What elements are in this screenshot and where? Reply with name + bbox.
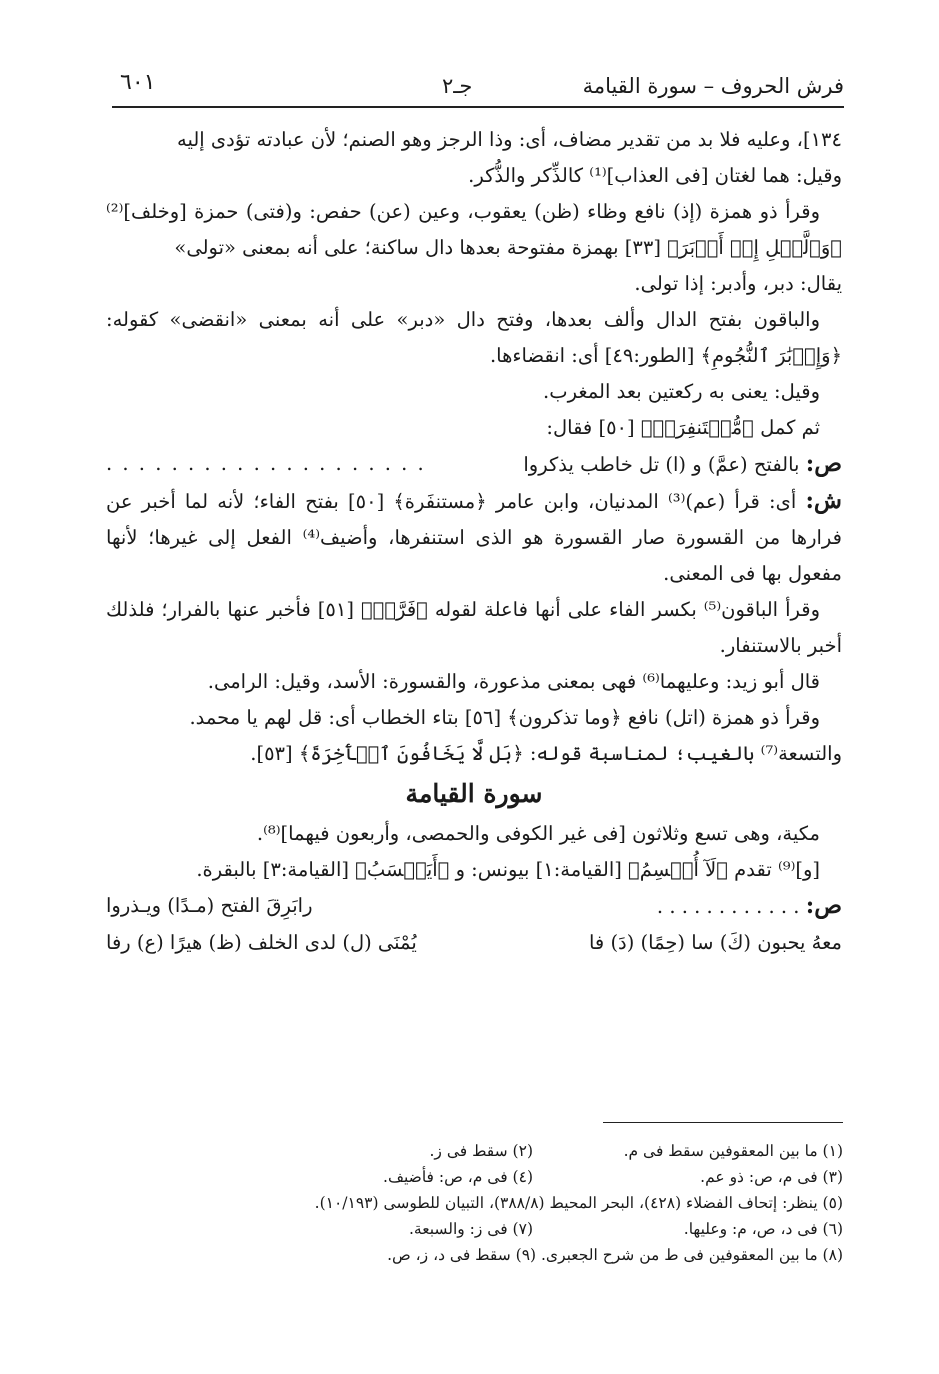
verse-text: يُمْنَى (ل) لدى الخلف (ظ) هيرًا (ع) رفا [106, 931, 417, 954]
footnote: (٣) فى م، ص: ذو عم. [700, 1168, 843, 1186]
commentary-text: أى: قرأ (عم)⁽³⁾ المدنيان، وابن عامر ﴿مستنفَرة﴾ [٥٠] بفتح الفاء؛ لأنه لما أخبر عن فرارها من القسورة صار القسورة هو الذى استنفرها، وأضيف⁽⁴⁾ الفعل إلى غيرها؛ لأنها مفعول بها فى المعنى. [106, 490, 842, 585]
text-paragraph: وقرأ الباقون⁽⁵⁾ بكسر الفاء على أنها فاعلة لقوله ﴿فَرَّتۡ﴾ [٥١] فأخبر عنها بالفرار؛ فلذلك أخبر بالاستنفار. [106, 598, 842, 657]
verse-dots: . . . . . . . . . . . . . . . . . . . . [106, 452, 426, 475]
page-number: ٦٠١ [120, 70, 156, 95]
verse-text: بالفتح (عمَّ) و (ا) تل خاطب يذكروا [523, 453, 800, 476]
text-line: وقرأ ذو همزة (اتل) نافع ﴿وما تذكرون﴾ [٥٦] بتاء الخطاب أى: قل لهم يا محمد. [189, 706, 820, 729]
verse-line [106, 446, 842, 483]
verse-dots: . . . . . . . . . . . . [656, 895, 800, 918]
page-header [112, 66, 844, 108]
footnote-divider [603, 1122, 843, 1123]
footnote-row [103, 1138, 843, 1164]
text-line: [و]⁽⁹⁾ تقدم ﴿لَآ أُقۡسِمُ﴾ [القيامة:١] بيونس: و ﴿أَيَحۡسَبُ﴾ [القيامة:٣] بالبقرة. [196, 858, 820, 881]
footnotes [103, 1138, 843, 1268]
footnote-row [103, 1216, 843, 1242]
verse-right [523, 446, 842, 483]
footnote-row [103, 1190, 843, 1216]
text-line: ثم كمل ﴿مُّسۡتَنفِرَةٞ﴾ [٥٠] فقال: [546, 416, 820, 439]
text-line: مكية، وهى تسع وثلاثون [فى غير الكوفى والحمصى، وأربعون فيهما]⁽⁸⁾. [256, 822, 820, 845]
text-paragraph: وقرأ ذو همزة (إذ) نافع وظاء (ظن) يعقوب، وعين (عن) حفص: و(فتى) حمزة [وخلف]⁽²⁾ ﴿وَٱلَّيۡلِ إِذۡ أَدۡبَرَ﴾ [٣٣] بهمزة مفتوحة بعدها دال ساكنة؛ على أنه بمعنى «تولى» [106, 200, 842, 259]
text-line: وقيل: يعنى به ركعتين بعد المغرب. [543, 380, 820, 403]
text-line: قال أبو زيد: وعليهما⁽⁶⁾ فهى بمعنى مذعورة، والقسورة: الأسد، وقيل: الرامى. [207, 670, 820, 693]
text-paragraph: والباقون بفتح الدال وألف بعدها، وفتح دال «دبر» على أنه بمعنى «انقضى» كقوله: ﴿وَإِدۡبَٰرَ ٱلنُّجُومِ﴾ [الطور:٤٩] أى: انقضاءها. [106, 308, 842, 367]
footnote: (٥) ينظر: إتحاف الفضلاء (٤٢٨)، البحر المحيط (٣٨٨/٨)، التبيان للطوسى (١٠/١٩٣). [314, 1194, 843, 1212]
verse-right [657, 888, 842, 925]
shin-marker: ش: [805, 487, 843, 514]
text-line: وقيل: هما لغتان [فى العذاب]⁽¹⁾ كالذِّكر والذُّكر. [468, 164, 842, 187]
text-line: والتسعة⁽⁷⁾ بالغيب؛ لمناسبة قوله: ﴿بَل لَّا يَخَافُونَ ٱلۡأٓخِرَةَ﴾ [٥٣]. [250, 742, 842, 765]
surah-heading: سورة القيامة [405, 779, 543, 808]
footnote: (٦) فى د، ص، م: وعليها. [683, 1220, 843, 1238]
volume-label: جـ٢ [442, 74, 473, 98]
verse-text: معهُ يحبون (كَ) سا (حِمًا) (دَ) فا [588, 931, 842, 954]
footnote: (٤) فى م، ص: فأضيف. [383, 1168, 533, 1186]
footnote-row [103, 1242, 843, 1268]
text-line: ١٣٤]، وعليه فلا بد من تقدير مضاف، أى: وذا الرجز وهو الصنم؛ لأن عبادته تؤدى إليه [177, 128, 842, 151]
footnote: (٨) ما بين المعقوفين فى ط من شرح الجعبرى. (٩) سقط فى د، ز، ص. [387, 1246, 843, 1264]
footnote: (١) ما بين المعقوفين سقط فى م. [623, 1142, 843, 1160]
main-text [106, 122, 842, 961]
footnote: (٢) سقط فى ز. [429, 1142, 533, 1160]
commentary-paragraph [106, 483, 842, 592]
verse-line [106, 925, 842, 961]
verse-line [106, 888, 842, 925]
text-line: يقال: دبر، وأدبر: إذا تولى. [634, 272, 842, 295]
running-title: فرش الحروف – سورة القيامة [582, 74, 844, 98]
footnote: (٧) فى ز: والسبعة. [409, 1220, 533, 1238]
sad-marker: ص: [805, 450, 842, 477]
verse-text: رابَرِقَ الفتح (مـدًا) ويـذروا [106, 894, 313, 917]
footnote-row [103, 1164, 843, 1190]
sad-marker: ص: [805, 892, 842, 919]
